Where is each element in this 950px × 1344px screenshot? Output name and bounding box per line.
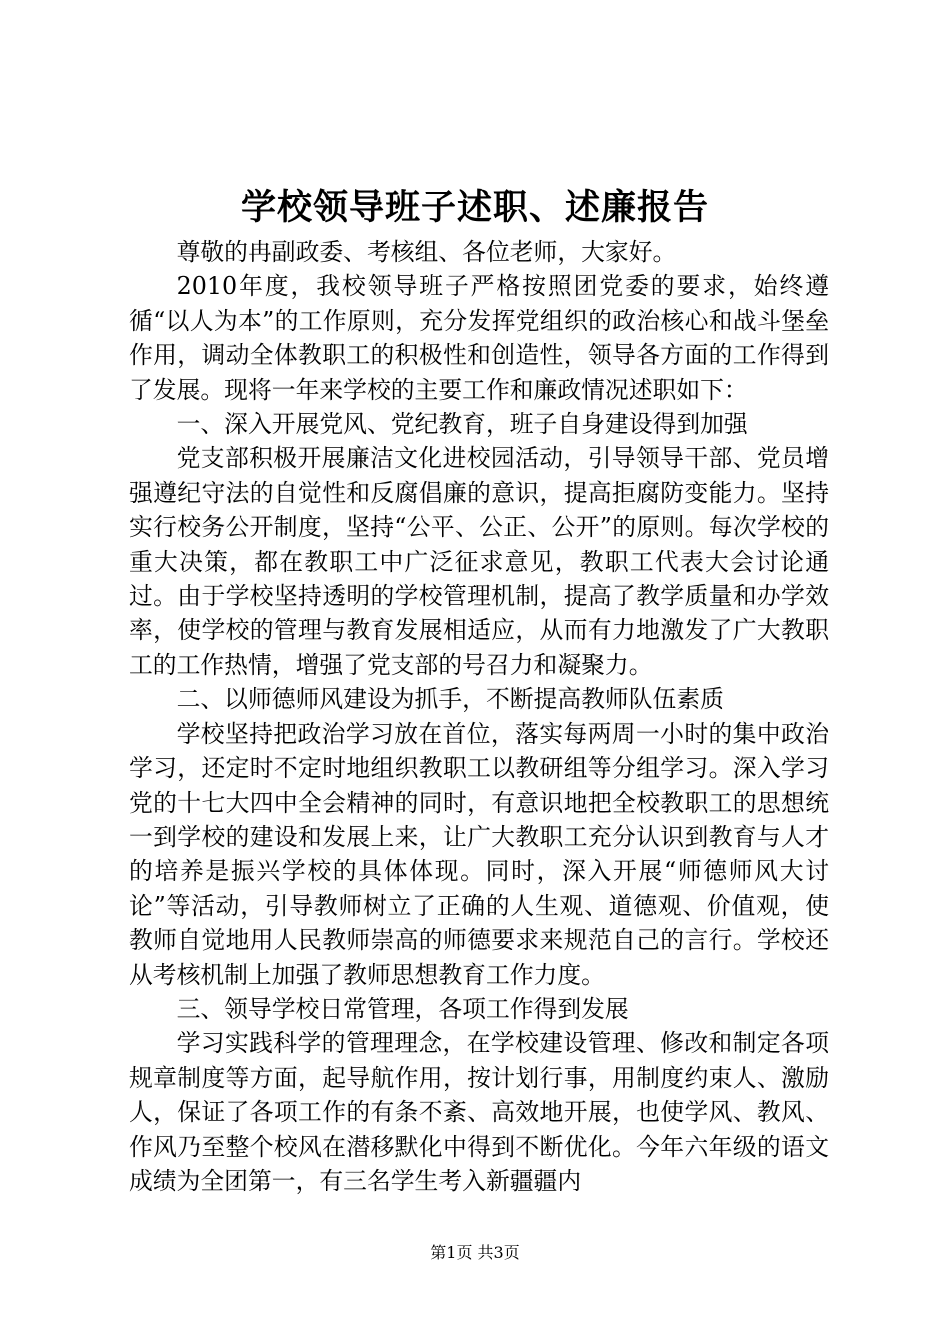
- section-heading-3: 三、领导学校日常管理，各项工作得到发展: [176, 994, 629, 1023]
- page-number-footer: 第1页 共3页: [430, 1243, 520, 1262]
- document-body: [129, 235, 829, 1198]
- section-1-paragraph: 党支部积极开展廉洁文化进校园活动，引导领导干部、党员增强遵纪守法的自觉性和反腐倡廉的意识，提高拒腐防变能力。坚持实行校务公开制度，坚持“公平、公正、公开”的原则。每次学校的重大决策，都在教职工中广泛征求意见，教职工代表大会讨论通过。由于学校坚持透明的学校管理机制，提高了教学质量和办学效率，使学校的管理与教育发展相适应，从而有力地激发了广大教职工的工作热情，增强了党支部的号召力和凝聚力。: [129, 444, 829, 679]
- document-title: 学校领导班子述职、述廉报告: [240, 188, 709, 228]
- section-3-paragraph: 学习实践科学的管理理念，在学校建设管理、修改和制定各项规章制度等方面，起导航作用，按计划行事，用制度约束人、激励人，保证了各项工作的有条不紊、高效地开展，也使学风、教风、作风乃至整个校风在潜移默化中得到不断优化。今年六年级的语文成绩为全团第一，有三名学生考入新疆疆内: [129, 1029, 829, 1195]
- greeting-paragraph: 尊敬的冉副政委、考核组、各位老师，大家好。: [176, 238, 677, 266]
- section-heading-1: 一、深入开展党风、党纪教育，班子自身建设得到加强: [176, 410, 748, 439]
- section-2-paragraph: 学校坚持把政治学习放在首位，落实每两周一小时的集中政治学习，还定时不定时地组织教职工以教研组等分组学习。深入学习党的十七大四中全会精神的同时，有意识地把全校教职工的思想统一到学校的建设和发展上来，让广大教职工充分认识到教育与人才的培养是振兴学校的具体体现。同时，深入开展“师德师风大讨论”等活动，引导教师树立了正确的人生观、道德观、价值观，使教师自觉地用人民教师崇高的师德要求来规范自己的言行。学校还从考核机制上加强了教师思想教育工作力度。: [129, 719, 829, 989]
- intro-paragraph: 2010年度，我校领导班子严格按照团党委的要求，始终遵循“以人为本”的工作原则，充分发挥党组织的政治核心和战斗堡垒作用，调动全体教职工的积极性和创造性，领导各方面的工作得到了发展。现将一年来学校的主要工作和廉政情况述职如下：: [129, 272, 829, 404]
- section-heading-2: 二、以师德师风建设为抓手，不断提高教师队伍素质: [176, 685, 724, 714]
